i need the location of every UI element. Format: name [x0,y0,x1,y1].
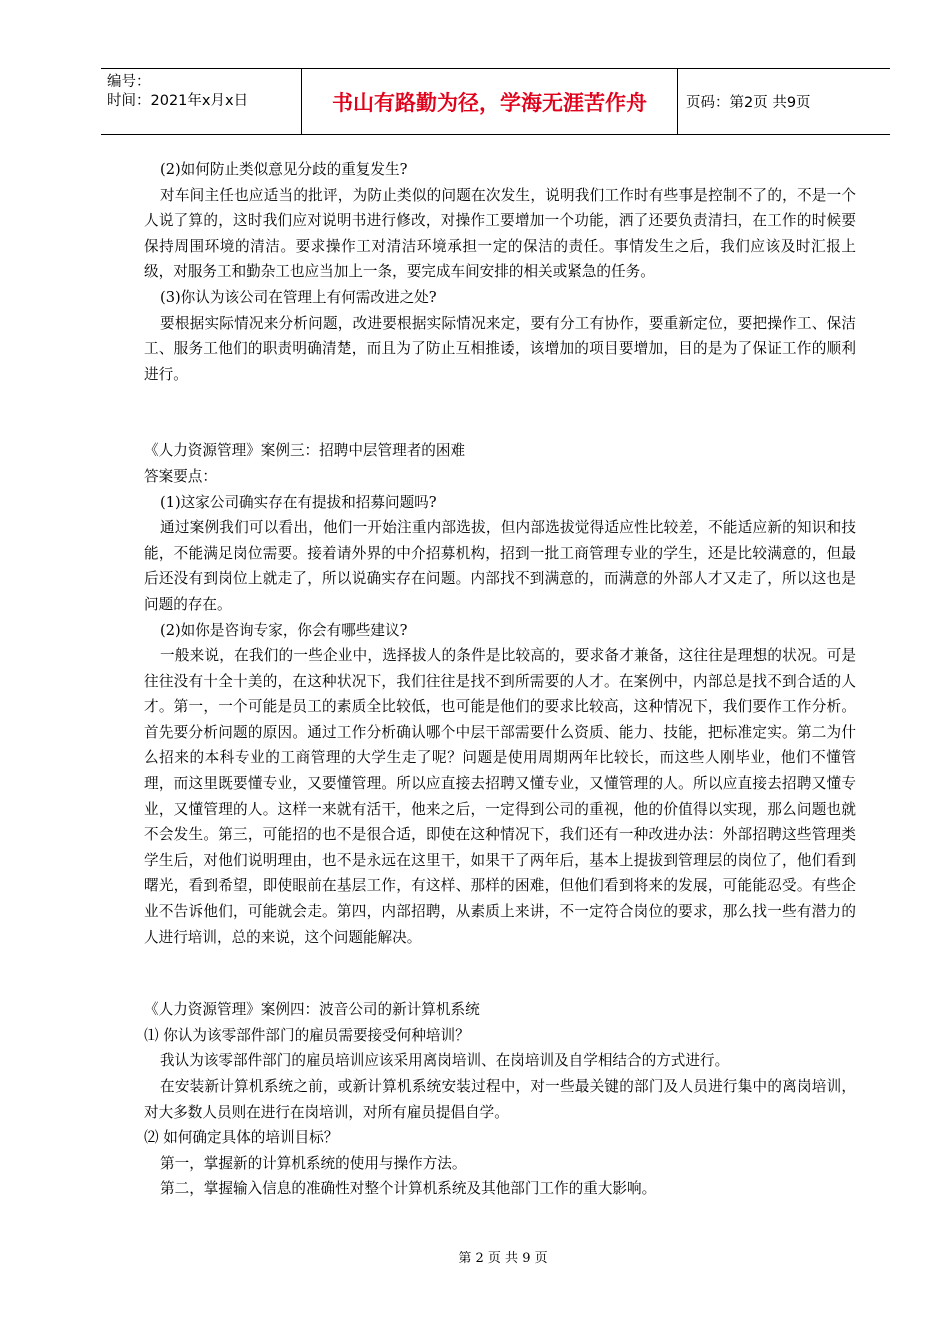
header-page-code: 页码：第2页 共9页 [686,95,811,111]
answer-paragraph: 第一，掌握新的计算机系统的使用与操作方法。 [160,1154,467,1172]
case-title: 《人力资源管理》案例三：招聘中层管理者的困难 [144,442,466,460]
answer-paragraph: 在安装新计算机系统之前，或新计算机系统安装过程中，对一些最关键的部门及人员进行集中的离岗培训，对大多数人员则在进行在岗培训，对所有雇员提倡自学。 [144,1078,856,1121]
answer-paragraph: 一般来说，在我们的一些企业中，选择拔人的条件是比较高的，要求备才兼备，这往往是理想的状况。可是往往没有十全十美的，在这种状况下，我们往往是找不到所需要的人才。在案例中，内部总是找不到合适的人才。第一，一个可能是员工的素质全比较低，也可能是他们的要求比较高，这种情况下，我们要作工作分析。首先要分析问题的原因。通过工作分析确认哪个中层干部需要什么资质、能力、技能，把标准定实。第二为什么招来的本科专业的工商管理的大学生走了呢？问题是使用周期两年比较长，而这些人刚毕业，他们不懂管理，而这里既要懂专业，又要懂管理。所以应直接去招聘又懂专业，又懂管理的人。所以应直接去招聘又懂专业，又懂管理的人。这样一来就有活干，他来之后，一定得到公司的重视，他的价值得以实现，那么问题也就不会发生。第三，可能招的也不是很合适，即使在这种情况下，我们还有一种改进办法：外部招聘这些管理类学生后，对他们说明理由，也不是永远在这里干，如果干了两年后，基本上提拔到管理层的岗位了，他们看到曙光，看到希望，即使眼前在基层工作，有这样、那样的困难，但他们看到将来的发展，可能能忍受。有些企业不告诉他们，可能就会走。第四，内部招聘，从素质上来讲，不一定符合岗位的要求，那么找一些有潜力的人进行培训，总的来说，这个问题能解决。 [144,647,856,946]
section-spacer [144,387,856,438]
doc-time-label: 时间：2021年x月x日 [107,93,249,109]
case-title: 《人力资源管理》案例四：波音公司的新计算机系统 [144,1001,480,1019]
question-heading: (2)如你是咨询专家，你会有哪些建议? [160,621,408,639]
case-subtitle: 答案要点： [144,467,217,485]
header-meta [101,69,302,134]
question-heading: (3)你认为该公司在管理上有何需改进之处? [160,288,437,306]
question-heading: ⑵ 如何确定具体的培训目标？ [144,1129,339,1147]
answer-paragraph: 我认为该零部件部门的雇员培训应该采用离岗培训、在岗培训及自学相结合的方式进行。 [160,1052,730,1070]
answer-paragraph: 对车间主任也应适当的批评，为防止类似的问题在次发生，说明我们工作时有些事是控制不了的，不是一个人说了算的，这时我们应对说明书进行修改，对操作工要增加一个功能，洒了还要负责清扫，在工作的时候要保持周围环境的清洁。要求操作工对清洁环境承担一定的保洁的责任。事情发生之后，我们应该及时汇报上级，对服务工和勤杂工也应当加上一条，要完成车间安排的相关或紧急的任务。 [144,186,856,281]
section-spacer [144,950,856,997]
page-header [101,68,890,135]
question-heading: (2)如何防止类似意见分歧的重复发生? [160,161,408,178]
doc-number-label: 编号： [107,74,151,90]
question-heading: (1)这家公司确实存在有提拔和招募问题吗? [160,493,437,511]
answer-paragraph: 通过案例我们可以看出，他们一开始注重内部选拔，但内部选拔觉得适应性比较差，不能适应新的知识和技能，不能满足岗位需要。接着请外界的中介招募机构，招到一批工商管理专业的学生，还是比较满意的，但最后还没有到岗位上就走了，所以说确实存在问题。内部找不到满意的，而满意的外部人才又走了，所以这也是问题的存在。 [144,519,856,613]
question-heading: ⑴ 你认为该零部件部门的雇员需要接受何种培训？ [144,1026,470,1044]
answer-paragraph: 第二，掌握输入信息的准确性对整个计算机系统及其他部门工作的重大影响。 [160,1180,657,1198]
document-body [144,157,856,1202]
answer-paragraph: 要根据实际情况来分析问题，改进要根据实际情况来定，要有分工有协作，要重新定位，要把操作工、保洁工、服务工他们的职责明确清楚，而且为了防止互相推诿，该增加的项目要增加，目的是为了保证工作的顺利进行。 [144,314,856,383]
header-motto: 书山有路勤为径，学海无涯苦作舟 [302,69,678,134]
page-footer: 第 2 页 共 9 页 [458,1251,548,1266]
